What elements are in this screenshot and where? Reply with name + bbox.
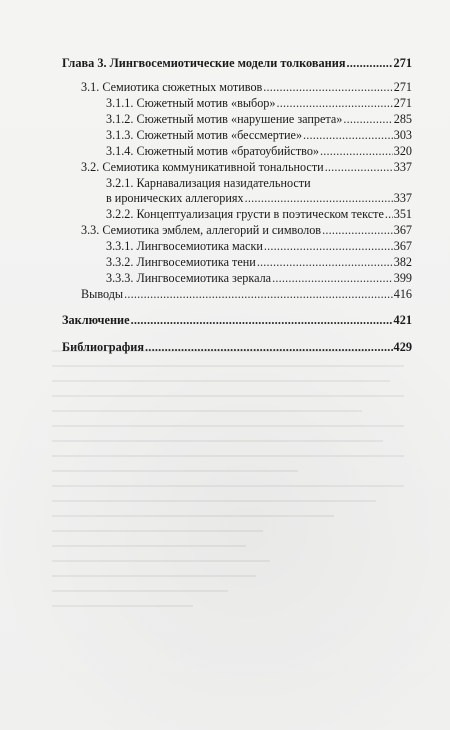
toc-page-number: 399 <box>393 271 412 285</box>
toc-page-number: 271 <box>393 80 412 94</box>
toc-entry-label: 3.3.3. Лингвосемиотика зеркала <box>106 271 272 285</box>
toc-entry-label: 3.1.3. Сюжетный мотив «бессмертие» <box>106 128 303 142</box>
dot-leader <box>264 239 393 253</box>
dot-leader <box>347 56 393 70</box>
toc-entry-conclusions[interactable] <box>81 287 412 301</box>
toc-entry-3-2-2[interactable] <box>106 207 412 221</box>
toc-entry-3-3-2[interactable] <box>106 255 412 269</box>
toc-entry-3-3-3[interactable] <box>106 271 412 285</box>
toc-page-number: 382 <box>393 255 412 269</box>
toc-entry-closing[interactable] <box>62 313 412 327</box>
dot-leader <box>131 313 393 327</box>
dot-leader <box>263 80 392 94</box>
toc-entry-label: Глава 3. Лингвосемиотические модели толкования <box>62 56 346 70</box>
toc-page-number: 320 <box>393 144 412 158</box>
toc-entry-label: 3.1.1. Сюжетный мотив «выбор» <box>106 96 276 110</box>
toc-entry-label: 3.3. Семиотика эмблем, аллегорий и символов <box>81 223 322 237</box>
toc-page-number: 421 <box>393 313 412 327</box>
toc-page-number: 337 <box>393 160 412 174</box>
toc-entry-3-1-3[interactable] <box>106 128 412 142</box>
toc-entry-3-3-1[interactable] <box>106 239 412 253</box>
toc-page-number: 271 <box>393 56 412 70</box>
dot-leader <box>277 96 393 110</box>
bleed-through-text <box>52 350 404 690</box>
toc-entry-3-2-1-first-line: 3.2.1. Карнавализация назидательности <box>106 176 311 190</box>
toc-entry-label: 3.1. Семиотика сюжетных мотивов <box>81 80 263 94</box>
toc-entry-label: 3.2.2. Концептуализация грусти в поэтическом тексте <box>106 207 384 221</box>
toc-entry-label: 3.3.1. Лингвосемиотика маски <box>106 239 263 253</box>
dot-leader <box>272 271 393 285</box>
toc-entry-label: Заключение <box>62 313 130 327</box>
dot-leader <box>124 287 393 301</box>
toc-page-number: 416 <box>393 287 412 301</box>
dot-leader <box>145 340 393 354</box>
toc-page-number: 429 <box>393 340 412 354</box>
toc-entry-3-1[interactable] <box>81 80 412 94</box>
toc-page-number: 271 <box>393 96 412 110</box>
toc-entry-label: Библиография <box>62 340 145 354</box>
dot-leader <box>303 128 393 142</box>
toc-entry-3-1-2[interactable] <box>106 112 412 126</box>
toc-entry-3-2-1[interactable] <box>106 191 412 205</box>
toc-page-number: 351 <box>393 207 412 221</box>
toc-entry-3-2[interactable] <box>81 160 412 174</box>
toc-entry-label: 3.1.4. Сюжетный мотив «братоубийство» <box>106 144 320 158</box>
dot-leader <box>320 144 393 158</box>
toc-entry-label: 3.2. Семиотика коммуникативной тональности <box>81 160 324 174</box>
toc-page-number: 367 <box>393 239 412 253</box>
toc-entry-label: в иронических аллегориях <box>106 191 244 205</box>
toc-page-number: 367 <box>393 223 412 237</box>
toc-entry-3-1-1[interactable] <box>106 96 412 110</box>
toc-page-number: 285 <box>393 112 412 126</box>
dot-leader <box>257 255 393 269</box>
toc-page-number: 303 <box>393 128 412 142</box>
toc-page-number: 337 <box>393 191 412 205</box>
dot-leader <box>322 223 393 237</box>
toc-entry-bibliography[interactable] <box>62 340 412 354</box>
dot-leader <box>385 207 393 221</box>
toc-entry-label: 3.3.2. Лингвосемиотика тени <box>106 255 256 269</box>
toc-entry-label: Выводы <box>81 287 124 301</box>
toc-entry-label: 3.1.2. Сюжетный мотив «нарушение запрета» <box>106 112 343 126</box>
toc-entry-chapter-3[interactable] <box>62 56 412 70</box>
dot-leader <box>325 160 393 174</box>
dot-leader <box>343 112 392 126</box>
toc-entry-3-1-4[interactable] <box>106 144 412 158</box>
toc-entry-3-3[interactable] <box>81 223 412 237</box>
dot-leader <box>245 191 393 205</box>
